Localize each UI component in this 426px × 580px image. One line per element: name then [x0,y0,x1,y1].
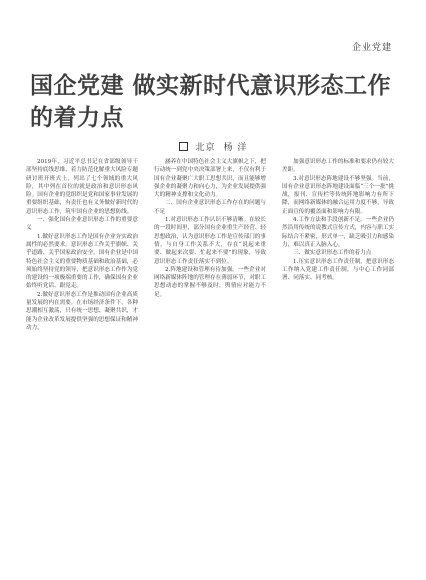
byline-author: 杨 洋 [223,143,248,153]
article-column-2 [154,158,266,558]
byline [0,140,426,153]
byline-place: 北京 [195,143,216,153]
paragraph: 3.对意识形态阵地建设不够坚强。当前，国有企业意识形态阵地建设面临“三个一批”挑战，报刊、宣传栏等传统阵地影响力有所下降，而网络新媒体的融合运用力度不够，导致正面宣传的覆盖面和影响力有限。 [282,175,394,215]
section-label: 企业党建 [351,43,392,53]
paragraph: 2019年，习近平总书记在省部级领导干部坚持底线思维、着力防范化解重大风险专题研讨班开班式上，列出了七个领域的重大风险，其中列在首位的就是政治和意识形态风险。国有企业的党组织是党和国家事业发展的重要组织基础，有责任也有义务做好新时代的意识形态工作，筑牢国有企业的思想防线。 [26,159,138,215]
paragraph: 1.对意识形态工作认识不够清晰。在较长的一段时间里，部分国有企业重生产经营、轻思想政治，认为意识形态工作是宣传部门的事情，与自身工作关系不大，存在“说起来重要、做起来次要、忙起来不要”的现象，导致意识形态工作责任落实不到位。 [154,217,266,265]
paragraph: 4.工作方法和手段创新不足。一些企业仍然沿用传统的说教式宣传方式，内容与职工实际结合不紧密，形式单一，缺乏吸引力和感染力，难以真正入脑入心。 [282,217,394,248]
paragraph: 1.做好意识形态工作是国有企业夯实政治属性的必然要求。意识形态工作关乎旗帜、关乎道路、关乎国家政治安全。国有企业是中国特色社会主义的重要物质基础和政治基础，必须始终坚持党的领导，把意识形态工作作为党的建设的一项极端重要的工作，确保国有企业始终听党话、跟党走。 [26,233,138,290]
byline-box-icon [179,142,188,151]
paragraph: 2.做好意识形态工作是推动国有企业高质量发展的内在需要。在市场经济条件下，各种思潮相互激荡，只有统一思想、凝聚共识，才能为企业改革发展提供坚强的思想保证和精神动力。 [26,291,138,331]
paragraph: 涵养在中国特色社会主义大旗帜之下，把行动统一到党中央决策部署上来，不仅有利于国有企业凝聚广大职工思想共识，而且能够增强企业的凝聚力和向心力，为企业发展提供强大的精神支撑和文化动力。 [154,159,266,199]
article-title: 国企党建 做实新时代意识形态工作的着力点 [30,72,392,131]
paragraph: 1.压实意识形态工作责任制，把意识形态工作纳入党建工作责任制，与中心工作同部署、同落实、同考核。 [282,258,394,282]
section-heading: 二、国有企业意识形态工作存在的问题与不足 [154,200,266,215]
section-heading: 一、强化国有企业意识形态工作的重要意义 [26,217,138,232]
article-column-3 [282,158,394,558]
paragraph: 2.阵地建设和管理有待加强。一些企业对网络新媒体阵地的管理存在薄弱环节，对职工思想动态的掌握不够及时，舆情应对能力不足。 [154,266,266,298]
paragraph: 加强意识形态工作的标准和要求仍有较大差距。 [282,159,394,174]
article-column-1 [26,158,138,558]
section-heading: 三、做实意识形态工作的着力点 [293,250,372,257]
